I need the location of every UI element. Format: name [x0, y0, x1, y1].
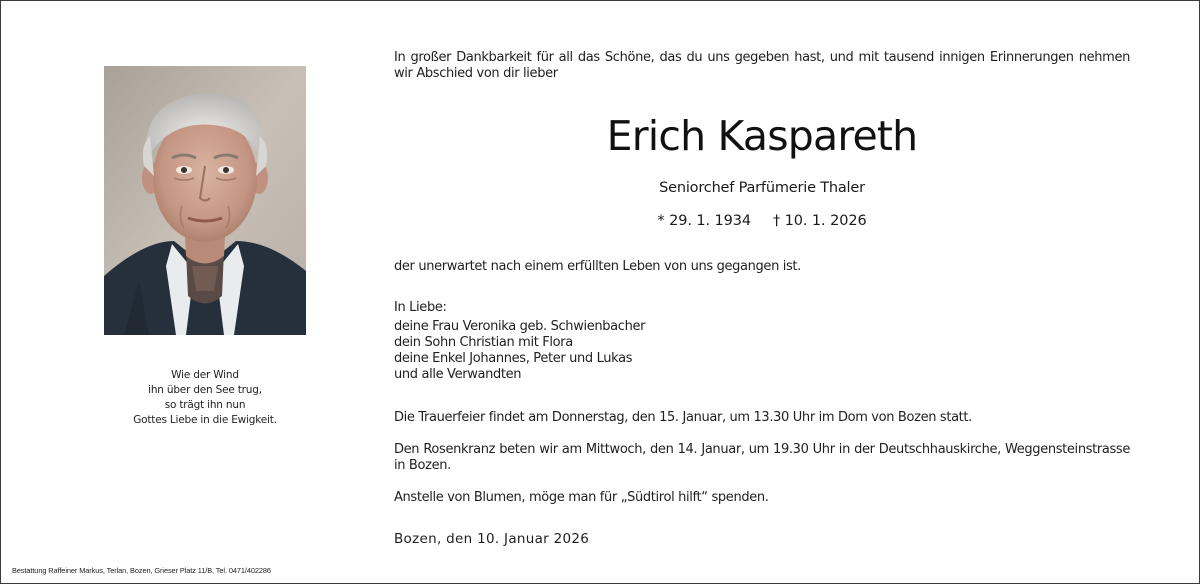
- poem: [104, 368, 306, 428]
- place-and-date: Bozen, den 10. Januar 2026: [394, 531, 590, 547]
- death-date: † 10. 1. 2026: [773, 213, 867, 229]
- poem-line: Gottes Liebe in die Ewigkeit.: [133, 414, 277, 426]
- poem-line: Wie der Wind: [171, 369, 239, 381]
- mourner-line: deine Frau Veronika geb. Schwienbacher: [394, 319, 646, 334]
- mourners-heading: In Liebe:: [394, 300, 447, 315]
- mourner-line: deine Enkel Johannes, Peter und Lukas: [394, 351, 633, 366]
- poem-line: ihn über den See trug,: [148, 384, 262, 396]
- mourner-line: dein Sohn Christian mit Flora: [394, 335, 573, 350]
- portrait-photo: [104, 66, 306, 335]
- deceased-role: Seniorchef Parfümerie Thaler: [659, 180, 865, 196]
- birth-date: * 29. 1. 1934: [657, 213, 751, 229]
- mourners-list: [394, 300, 1130, 383]
- intro-text: In großer Dankbarkeit für all das Schöne, das du uns gegeben hast, und mit tausend innigen Erinnerungen nehmen wir Abschied von dir lieber: [394, 50, 1130, 81]
- poem-line: so trägt ihn nun: [164, 399, 246, 411]
- deceased-name: Erich Kaspareth: [606, 112, 918, 160]
- donation-text: Anstelle von Blumen, möge man für „Südtirol hilft“ spenden.: [394, 490, 769, 505]
- passing-text: der unerwartet nach einem erfüllten Leben von uns gegangen ist.: [394, 259, 801, 274]
- funeral-service-text: Die Trauerfeier findet am Donnerstag, den 15. Januar, um 13.30 Uhr im Dom von Bozen statt.: [394, 410, 972, 425]
- mourner-line: und alle Verwandten: [394, 367, 522, 382]
- funeral-home-info: Bestattung Raffeiner Markus, Terlan, Bozen, Grieser Platz 11/B, Tel. 0471/402286: [12, 566, 271, 575]
- rosary-text: Den Rosenkranz beten wir am Mittwoch, den 14. Januar, um 19.30 Uhr in der Deutschhauskirche, Weggensteinstrasse in Bozen.: [394, 442, 1130, 473]
- intro-text-block: [394, 50, 1130, 82]
- life-dates: [394, 211, 1130, 231]
